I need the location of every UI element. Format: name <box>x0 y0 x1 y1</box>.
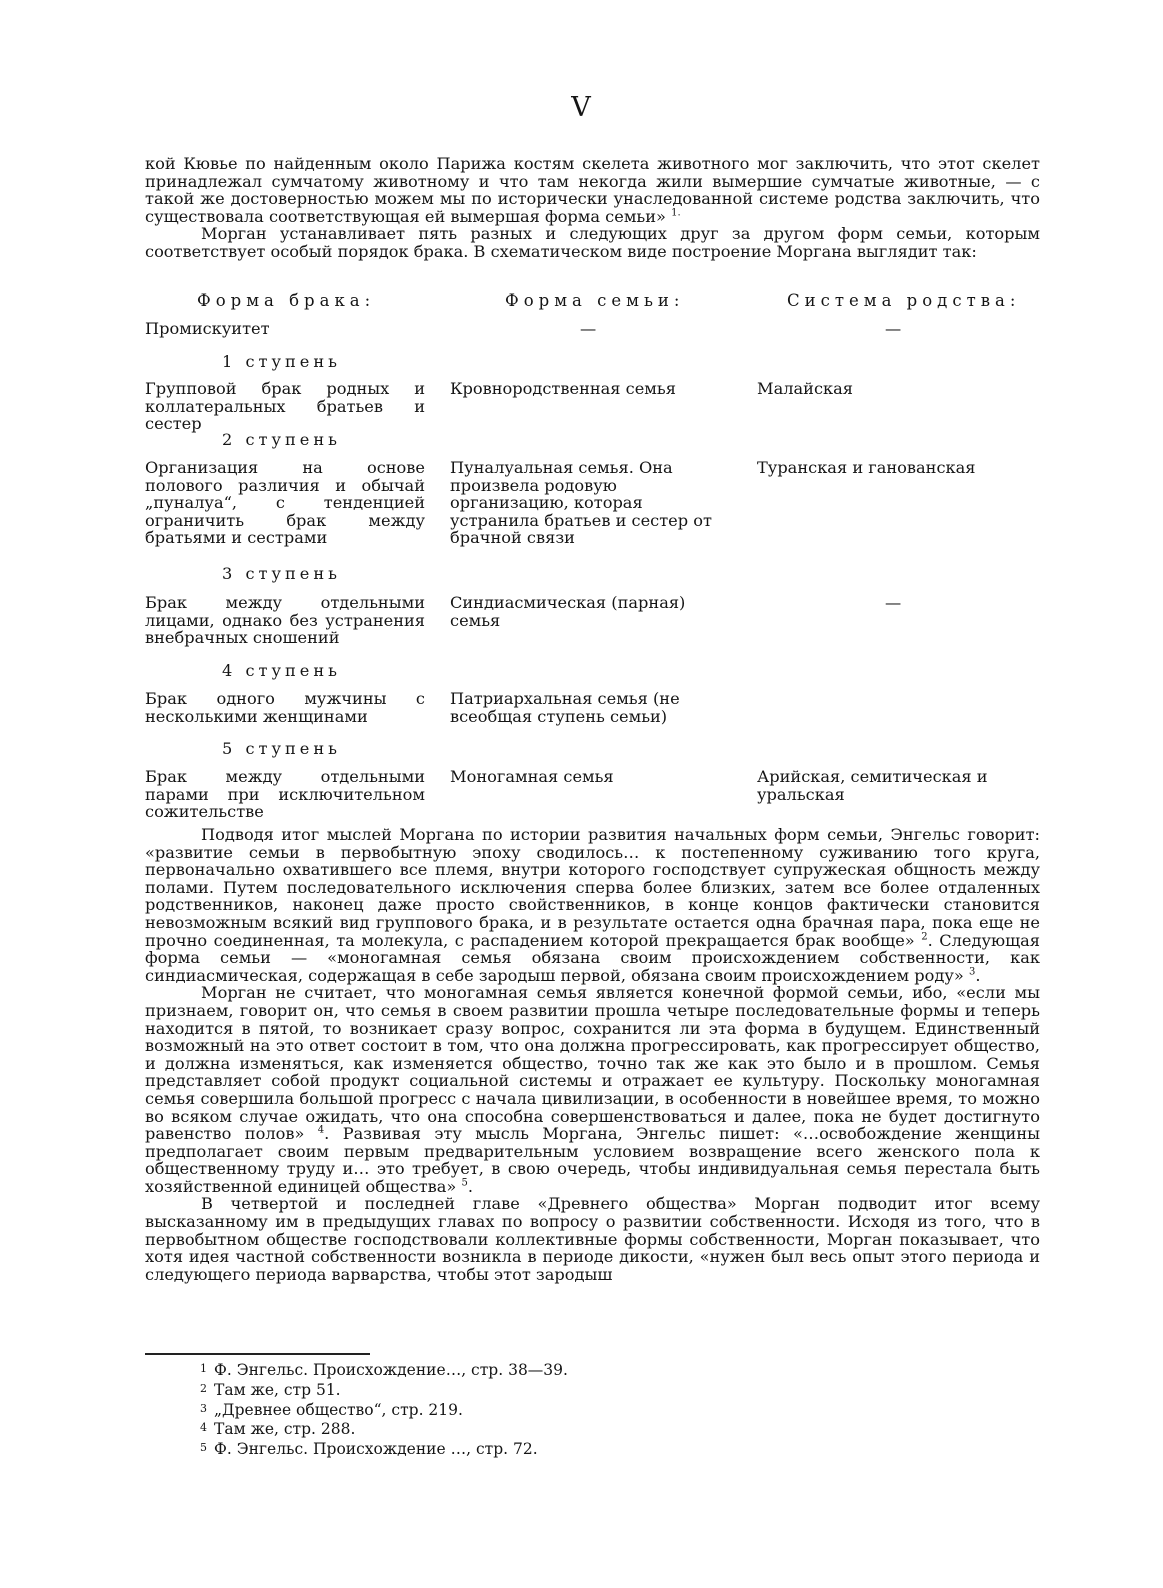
footnote-number: 2 <box>200 1381 207 1395</box>
paragraph-text: В четвертой и последней главе «Древнего общества» Морган подводит итог всему высказанному им в предыдущих главах по вопросу о развитии собственности. Исходя из того, что в первобытном обществе господствовали коллективные формы собственности, Морган показывает, что хотя идея частной собственности возникла в периоде дикости, «нужен был весь опыт этого периода и следующего периода варварства, чтобы этот зародыш <box>145 1194 1040 1284</box>
paragraph-text: кой Кювье по найденным около Парижа костям скелета животного мог заключить, что этот скелет принадлежал сумчатому животному и что там некогда жили вымершие сумчатые животные, — с такой же достоверностью можем мы по исторически унаследованной системе родства заключить, что существовала соответствующая ей вымершая форма семьи» <box>145 154 1040 226</box>
footnotes <box>200 1360 568 1459</box>
paragraph-engels-summary <box>145 826 1040 984</box>
footnote-text: Ф. Энгельс. Происхождение …, стр. 72. <box>214 1440 538 1459</box>
kinship-cell: Арийская, семитическая и уральская <box>757 767 988 804</box>
family-form-cell: Кровнородственная семья <box>450 379 676 398</box>
footnote-ref: 1. <box>671 207 681 219</box>
footnote-text: „Древнее общество“, стр. 219. <box>214 1400 463 1419</box>
kinship-cell: Малайская <box>757 379 853 398</box>
footnote-number: 1 <box>200 1362 207 1375</box>
header-family-form: Форма семьи: <box>505 291 685 310</box>
family-form-cell: Патриархальная семья (не всеобщая ступень семьи) <box>450 689 680 726</box>
footnote-number: 4 <box>200 1421 207 1435</box>
marriage-form-cell: Брак между отдельными лицами, однако без устранения внебрачных сношений <box>145 593 425 648</box>
stage-label: 5 ступень <box>222 739 341 758</box>
footnote-text: Ф. Энгельс. Происхождение…, стр. 38—39. <box>214 1361 568 1379</box>
kinship-cell: — <box>885 319 902 338</box>
stage-label: 3 ступень <box>222 564 341 583</box>
footnote-text: Там же, стр. 288. <box>214 1420 356 1439</box>
marriage-form-cell: Брак одного мужчины с несколькими женщинами <box>145 689 425 726</box>
stage-label: 2 ступень <box>222 430 341 449</box>
footnote-ref: 5 <box>461 1177 468 1189</box>
paragraph-text: . <box>467 1176 474 1196</box>
top-text-block <box>145 155 1040 261</box>
family-form-cell: Пуналуальная семья. Она произвела родовую организацию, которая устранила братьев и сестер от брачной связи <box>450 458 712 548</box>
footnote-item <box>200 1360 568 1380</box>
footnote-item <box>200 1380 568 1400</box>
footnote-text: Там же, стр 51. <box>214 1380 341 1399</box>
marriage-form-cell: Промискуитет <box>145 319 270 338</box>
kinship-cell: — <box>885 593 902 612</box>
marriage-form-cell: Групповой брак родных и коллатеральных братьев и сестер <box>145 379 425 434</box>
footnote-item <box>200 1400 568 1420</box>
paragraph-text: . <box>975 965 981 985</box>
page-number: V <box>571 92 592 123</box>
stage-label: 4 ступень <box>222 661 341 680</box>
footnote-divider <box>145 1353 370 1355</box>
paragraph-property <box>145 1195 1040 1283</box>
paragraph-text: . Следующая форма семьи — «моногамная семья обязана своим происхождением собственности, как синдиасмическая, содержащая в себе зародыш первой, обязана своим происхождением роду» <box>145 930 1040 985</box>
header-marriage-form: Форма брака: <box>197 291 376 310</box>
bottom-text-block <box>145 826 1040 1283</box>
family-form-cell: Моногамная семья <box>450 767 614 786</box>
footnote-ref: 4 <box>317 1124 325 1136</box>
paragraph-kuvier-analogy <box>145 155 1040 225</box>
marriage-form-cell: Организация на основе полового различия и обычай „пуналуа“, с тенденцией ограничить брак между братьями и сестрами <box>145 458 425 548</box>
family-form-cell: — <box>580 319 597 338</box>
footnote-number: 3 <box>200 1401 207 1415</box>
stage-label: 1 ступень <box>222 352 341 371</box>
footnote-item <box>200 1419 568 1439</box>
footnote-number: 5 <box>200 1441 207 1455</box>
family-form-cell: Синдиасмическая (парная) семья <box>450 593 686 630</box>
footnote-ref: 3 <box>968 966 976 978</box>
marriage-form-cell: Брак между отдельными парами при исключительном сожительстве <box>145 767 425 822</box>
kinship-cell: Туранская и ганованская <box>757 458 976 477</box>
paragraph-text: Подводя итог мыслей Моргана по истории развития начальных форм семьи, Энгельс говорит: «развитие семьи в первобытную эпоху сводилось… к постепенному суживанию того круга, первоначально охватившего все племя, внутри которого господствует супружеская общность между полами. Путем последовательного исключения сперва более близких, затем все более отдаленных родственников, наконец даже просто свойственников, в конце концов фактически становится невозможным всякий вид группового брака, и в результате остается одна брачная пара, пока еще не прочно соединенная, та молекула, с распадением которой прекращается брак вообще» <box>145 825 1040 950</box>
paragraph-text: . Развивая эту мысль Моргана, Энгельс пишет: «…освобождение женщины предполагает своим первым предварительным условием возвращение всего женского пола к общественному труду и… это требует, в свою очередь, чтобы индивидуальная семья перестала быть хозяйственной единицей общества» <box>145 1124 1040 1196</box>
paragraph-morgan-intro: Морган устанавливает пять разных и следующих друг за другом форм семьи, которым соответствует особый порядок брака. В схематическом виде построение Моргана выглядит так: <box>145 224 1040 261</box>
footnote-item <box>200 1439 568 1459</box>
paragraph-text: Морган не считает, что моногамная семья является конечной формой семьи, ибо, «если мы признаем, говорит он, что семья в своем развитии прошла четыре последовательные формы и теперь находится в пятой, то возникает сразу вопрос, сохранится ли эта форма в будущем. Единственный возможный на это ответ состоит в том, что она должна прогрессировать, как прогрессирует общество, и должна изменяться, как изменяется общество, точно так же как это было и в прошлом. Семья представляет собой продукт социальной системы и отражает ее культуру. Поскольку моногамная семья совершила большой прогресс с начала цивилизации, в особенности в новейшее время, то можно во всяком случае ожидать, что она способна совершенствоваться и далее, пока не будет достигнуто равенство полов» <box>145 983 1040 1144</box>
footnote-ref: 2 <box>921 931 928 943</box>
header-kinship-system: Система родства: <box>787 291 1021 310</box>
paragraph-monogamy-future <box>145 984 1040 1195</box>
